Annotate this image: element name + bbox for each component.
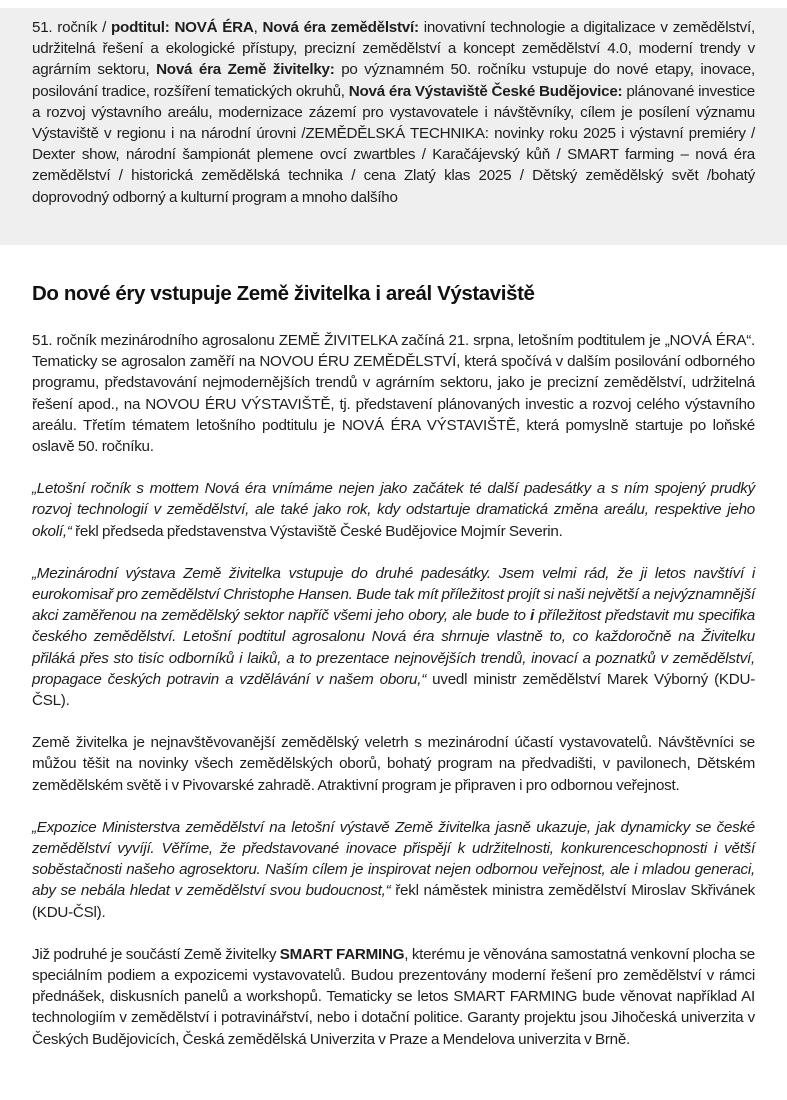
quote-text: „Expozice Ministerstva zemědělství na letošní výstavě Země živitelka jasně ukazuje, jak dynamicky se české zemědělství vyvíjí. Věříme, že představované inovace přispějí k udržitelnosti, konkurenceschopnosti i větší soběstačnosti našeho agrosektoru. Naším cílem je inspirovat nejen odbornou veřejnost, ale i mladou generaci, aby se nebála hledat v zemědělství svou budoucnost,“ (32, 818, 755, 900)
intro-segment: , (253, 19, 263, 36)
intro-segment-bold: Nová éra Výstaviště České Budějovice: (348, 82, 623, 100)
intro-segment: po významném 50. ročníku vstupuje do nové etapy, inovace, posilování tradice, rozšíření tematických okruhů, (32, 61, 755, 100)
intro-segment-bold: podtitul: NOVÁ ÉRA (111, 19, 254, 36)
quote-attribution: uvedl ministr zemědělství Marek Výborný (KDU-ČSL). (32, 670, 756, 710)
quote-attribution: řekl předseda představenstva Výstaviště České Budějovice Mojmír Severin. (71, 522, 563, 540)
smart-farming-emphasis: SMART FARMING (279, 945, 405, 963)
quote-text: „Mezinárodní výstava Země živitelka vstupuje do druhé padesátky. Jsem velmi rád, že ji letos navštíví i eurokomisař pro zemědělství Christophe Hansen. Bude tak mít příležitost projít si naši největší a nejvýznamnější akci zaměřenou na zemědělský sektor napříč všemi jeho obory, ale bude to (32, 564, 755, 625)
intro-segment-bold: Nová éra zemědělství: (262, 19, 419, 36)
quote-text: „Letošní ročník s mottem Nová éra vnímáme nejen jako začátek té další padesátky a s ním spojený prudký rozvoj technologií v zemědělství, ale také jako rok, kdy odstartuje dramatická změna areálu, respektive jeho okolí,“ (32, 480, 755, 540)
intro-segment-bold: Nová éra Země živitelky: (156, 61, 335, 79)
article-title: Do nové éry vstupuje Země živitelka i areál Výstaviště (32, 282, 535, 305)
quote-emphasis: i (530, 607, 535, 625)
paragraph-intro: 51. ročník mezinárodního agrosalonu ZEMĚ ŽIVITELKA začíná 21. srpna, letošním podtitulem je „NOVÁ ÉRA“. Tematicky se agrosalon zaměří na NOVOU ÉRU ZEMĚDĚLSTVÍ, která spočívá v dalším posilování odborného programu, představování nejmodernějších trendů v agrárním sektoru, jako je precizní zemědělství, udržitelná řešení apod., na NOVOU ÉRU VÝSTAVIŠTĚ, tj. představení plánovaných investic a rozvoj celého výstavního areálu. Třetím tématem letošního podtitulu je NOVÁ ÉRA VÝSTAVIŠTĚ, která pomyslně startuje po loňské oslavě 50. ročníku. (32, 332, 755, 456)
intro-paragraph (32, 17, 755, 208)
paragraph-quote-severin (32, 478, 755, 542)
paragraph-smart-farming (32, 944, 755, 1050)
paragraph-text: Již podruhé je součástí Země živitelky (32, 945, 280, 963)
intro-segment: plánované investice a rozvoj výstavního areálu, modernizace zázemí pro vystavovatele i návštěvníky, cílem je posílení významu Výstaviště v regionu i na národní úrovni /ZEMĚDĚLSKÁ TECHNIKA: novinky roku 2025 i výstavní premiéry / Dexter show, národní šampionát plemene ovcí zwartbles / Karačájevský kůň / SMART farming – nová éra zemědělství / historická zemědělská technika / cena Zlatý klas 2025 / Dětský zemědělský svět /bohatý doprovodný odborný a kulturní program a mnoho dalšího (32, 82, 755, 206)
paragraph-quote-skrivanek (32, 817, 755, 923)
paragraph-quote-vyborny (32, 563, 755, 711)
quote-attribution: řekl náměstek ministra zemědělství Miroslav Skřivánek (KDU-ČSl). (32, 882, 755, 921)
paragraph-visitors: Země živitelka je nejnavštěvovanější zemědělský veletrh s mezinárodní účastí vystavovatelů. Návštěvníci se můžou těšit na novinky všech zemědělských oborů, bohatý program na předvadišti, v pavilonech, Dětském zemědělském světě i v Pivovarské zahradě. Atraktivní program je připraven i pro odbornou veřejnost. (32, 734, 755, 794)
quote-text: příležitost představit mu specifika českého zemědělství. Letošní podtitul agrosalonu Nová éra shrnuje vlastně to, co každoročně na Živitelku přiláká přes sto tisíc odborníků i laiků, a to prezentace nejnovějších trendů, inovací a poznatků v zemědělství, propagace českých potravin a vzdělávání v našem oboru,“ (32, 607, 756, 688)
intro-summary-box (0, 8, 787, 245)
article-body (32, 330, 755, 1071)
intro-segment: 51. ročník / (32, 19, 112, 36)
intro-segment: inovativní technologie a digitalizace v zemědělství, udržitelná řešení a ekologické přístupy, precizní zemědělství a koncept zemědělství 4.0, moderní trendy v agrárním sektoru, (32, 19, 755, 79)
paragraph-text: , kterému je věnována samostatná venkovní plocha se speciálním podiem a expozicemi vystavovatelů. Budou prezentovány moderní řešení pro zemědělství v rámci přednášek, diskusních panelů a workshopů. Tematicky se letos SMART FARMING bude věnovat například AI technologiím v zemědělství i potravinářství, nebo i dotační politice. Garanty projektu jsou Jihočeská univerzita v Českých Budějovicích, Česká zemědělská Univerzita v Praze a Mendelova univerzita v Brně. (32, 945, 755, 1048)
